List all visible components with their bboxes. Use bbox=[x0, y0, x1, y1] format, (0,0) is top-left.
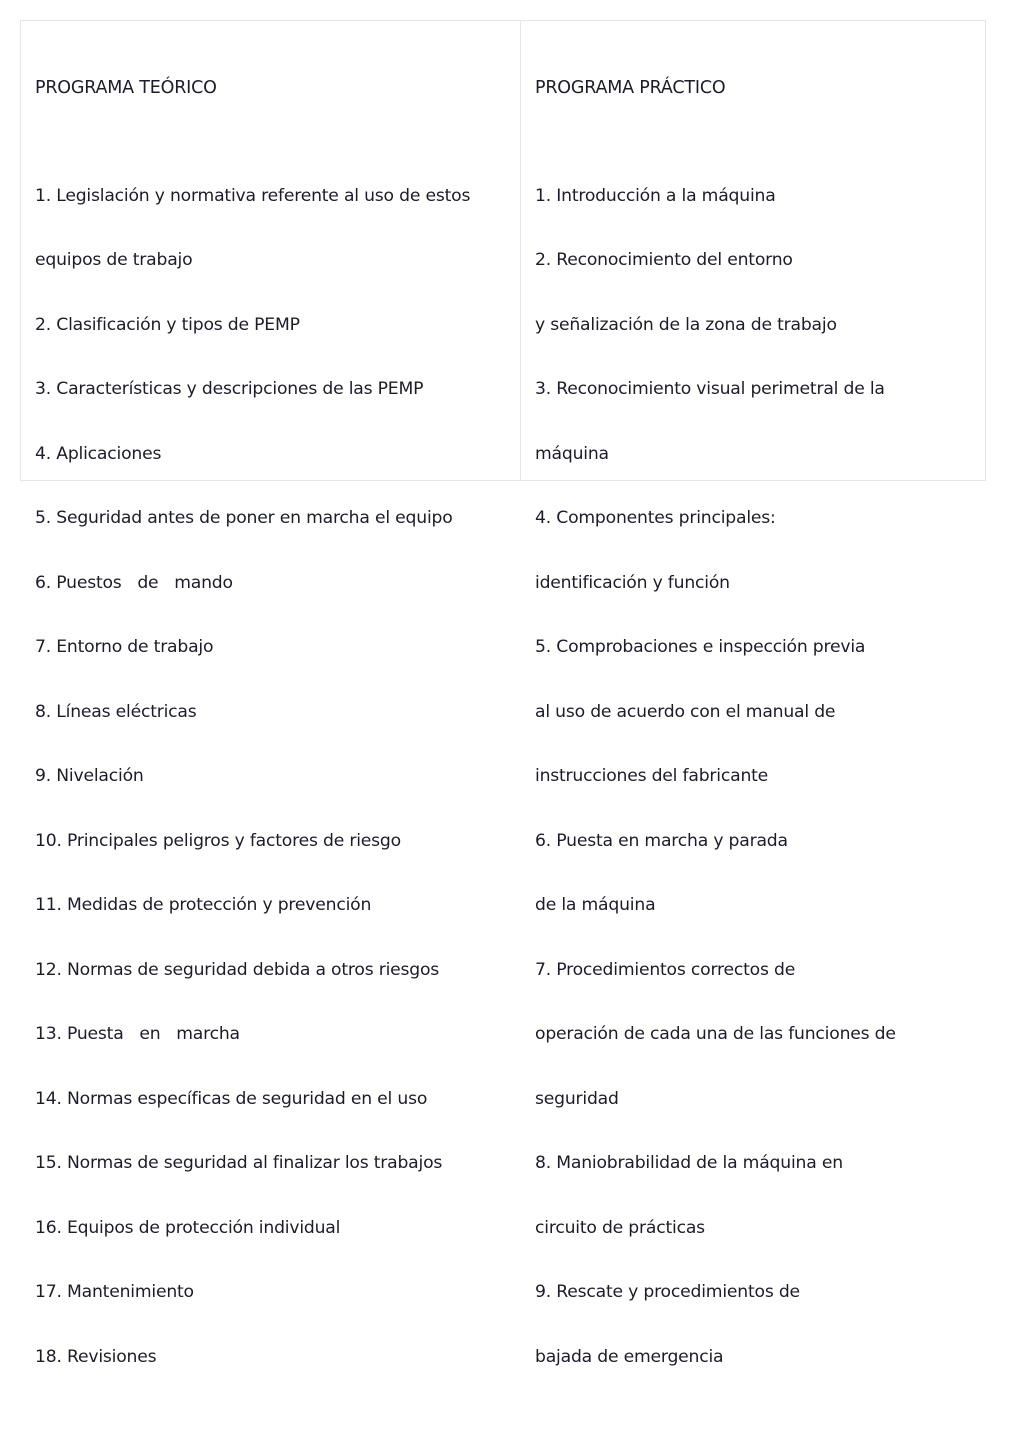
theory-line: 9. Nivelación bbox=[35, 766, 144, 786]
theory-line: 18. Revisiones bbox=[35, 1346, 157, 1367]
theory-line: 4. Aplicaciones bbox=[35, 443, 162, 464]
program-table bbox=[20, 20, 986, 1367]
practice-line: circuito de prácticas bbox=[535, 1217, 705, 1238]
theory-line: 16. Equipos de protección individual bbox=[35, 1217, 341, 1238]
practice-line: 6. Puesta en marcha y parada bbox=[535, 830, 788, 851]
theory-line: 6. Puestos de mando bbox=[35, 572, 233, 593]
practice-line: identificación y función bbox=[535, 572, 730, 593]
theory-line: 15. Normas de seguridad al finalizar los trabajos bbox=[35, 1153, 443, 1173]
theory-line: 14. Normas específicas de seguridad en el uso bbox=[35, 1088, 428, 1109]
theory-line: 3. Características y descripciones de las PEMP bbox=[35, 379, 424, 399]
practice-line: de la máquina bbox=[535, 895, 656, 915]
theory-line: 13. Puesta en marcha bbox=[35, 1024, 240, 1044]
practice-line: 5. Comprobaciones e inspección previa bbox=[535, 637, 866, 657]
theory-line: 17. Mantenimiento bbox=[35, 1282, 194, 1302]
practice-line: seguridad bbox=[535, 1088, 619, 1109]
practice-line: instrucciones del fabricante bbox=[535, 766, 769, 786]
practice-line: 9. Rescate y procedimientos de bbox=[535, 1282, 800, 1302]
theory-line: 2. Clasificación y tipos de PEMP bbox=[35, 314, 300, 335]
practice-line: 3. Reconocimiento visual perimetral de la bbox=[535, 379, 885, 399]
theory-list bbox=[35, 143, 520, 1412]
practice-line: al uso de acuerdo con el manual de bbox=[535, 701, 836, 722]
practice-line: 7. Procedimientos correctos de bbox=[535, 959, 796, 980]
practice-list bbox=[535, 143, 985, 1412]
practice-title: PROGRAMA PRÁCTICO bbox=[535, 78, 726, 98]
practice-line: 1. Introducción a la máquina bbox=[535, 185, 776, 206]
practice-line: 8. Maniobrabilidad de la máquina en bbox=[535, 1153, 843, 1173]
theory-line: 11. Medidas de protección y prevención bbox=[35, 895, 372, 915]
theory-line: 12. Normas de seguridad debida a otros riesgos bbox=[35, 959, 440, 980]
theory-line: 1. Legislación y normativa referente al uso de estos bbox=[35, 185, 471, 206]
practice-line: y señalización de la zona de trabajo bbox=[535, 314, 837, 335]
practice-column bbox=[521, 21, 985, 1367]
practice-line: 2. Reconocimiento del entorno bbox=[535, 250, 793, 270]
practice-line: operación de cada una de las funciones de bbox=[535, 1024, 896, 1044]
theory-line: 5. Seguridad antes de poner en marcha el equipo bbox=[35, 508, 453, 528]
practice-line: 4. Componentes principales: bbox=[535, 508, 776, 528]
theory-line: 7. Entorno de trabajo bbox=[35, 637, 214, 657]
theory-line: 10. Principales peligros y factores de riesgo bbox=[35, 830, 401, 851]
theory-column bbox=[21, 21, 521, 1367]
theory-title: PROGRAMA TEÓRICO bbox=[35, 78, 217, 98]
theory-line: 8. Líneas eléctricas bbox=[35, 701, 197, 722]
practice-line: máquina bbox=[535, 443, 609, 464]
practice-line: bajada de emergencia bbox=[535, 1346, 724, 1367]
theory-line: equipos de trabajo bbox=[35, 250, 193, 270]
